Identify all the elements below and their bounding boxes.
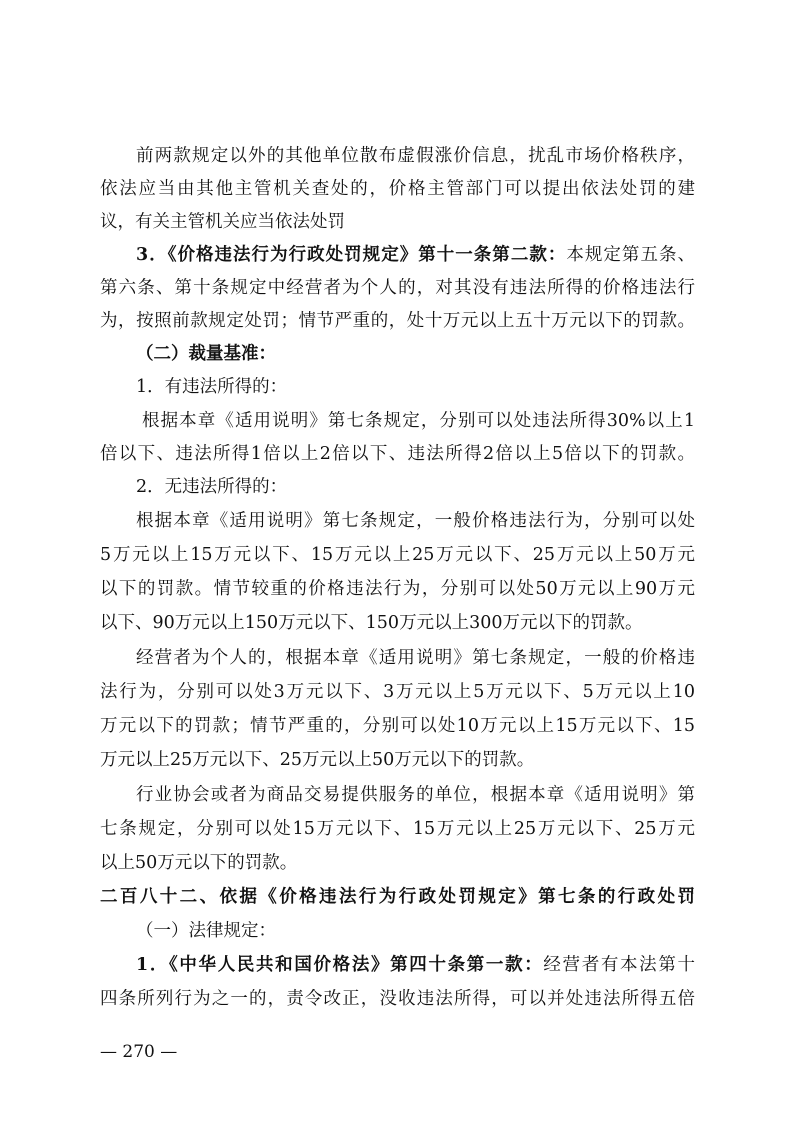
section-heading: （二）裁量基准： <box>136 344 276 364</box>
sub-heading: 2．无违法所得的： <box>136 477 288 497</box>
sub-heading: 1．有违法所得的： <box>136 377 288 397</box>
text-line: 以下、90万元以上150万元以下、150万元以上300万元以下的罚款。 <box>100 613 643 633</box>
text-line: 万元以上25万元以下、25万元以上50万元以下的罚款。 <box>100 750 535 770</box>
text-line: 依法应当由其他主管机关查处的，价格主管部门可以提出依法处罚的建 <box>100 179 695 199</box>
text-line: 倍以下、违法所得1倍以上2倍以下、违法所得2倍以上5倍以下的罚款。 <box>100 444 695 464</box>
text-line: 为，按照前款规定处罚；情节严重的，处十万元以上五十万元以下的罚款。 <box>100 311 695 331</box>
section-heading: （一）法律规定： <box>136 921 276 941</box>
text-line: 前两款规定以外的其他单位散布虚假涨价信息，扰乱市场价格秩序， <box>136 146 695 166</box>
text-line: 四条所列行为之一的，责令改正，没收违法所得，可以并处违法所得五倍 <box>100 989 695 1009</box>
bold-heading: 3．《价格违法行为行政处罚规定》第十一条第二款： <box>136 245 567 265</box>
text-line: 1．《中华人民共和国价格法》第四十条第一款：经营者有本法第十 <box>136 955 695 975</box>
text-line: 法行为，分别可以处3万元以下、3万元以上5万元以下、5万元以上10 <box>100 682 695 702</box>
text-line: 万元以下的罚款；情节严重的，分别可以处10万元以上15万元以下、15 <box>100 716 695 736</box>
text-line: 根据本章《适用说明》第七条规定，一般价格违法行为，分别可以处 <box>136 511 695 531</box>
text-line: 根据本章《适用说明》第七条规定，分别可以处违法所得30%以上1 <box>142 411 695 431</box>
text-line: 经营者为个人的，根据本章《适用说明》第七条规定，一般的价格违 <box>136 648 695 668</box>
text-line: 七条规定，分别可以处15万元以下、15万元以上25万元以下、25万元 <box>100 819 695 839</box>
page-number: — 270 — <box>100 1042 178 1062</box>
text-line: 议，有关主管机关应当依法处罚 <box>100 212 345 232</box>
text-line: 行业协会或者为商品交易提供服务的单位，根据本章《适用说明》第 <box>136 785 695 805</box>
text-line: 第六条、第十条规定中经营者为个人的，对其没有违法所得的价格违法行 <box>100 278 695 298</box>
article-heading: 二百八十二、依据《价格违法行为行政处罚规定》第七条的行政处罚 <box>100 887 695 907</box>
bold-heading: 1．《中华人民共和国价格法》第四十条第一款： <box>136 955 544 975</box>
text-line: 以下的罚款。情节较重的价格违法行为，分别可以处50万元以上90万元 <box>100 579 695 599</box>
text-line: 以上50万元以下的罚款。 <box>100 853 298 873</box>
text-line: 3．《价格违法行为行政处罚规定》第十一条第二款：本规定第五条、 <box>136 245 695 265</box>
text-line: 5万元以上15万元以下、15万元以上25万元以下、25万元以上50万元 <box>100 545 695 565</box>
